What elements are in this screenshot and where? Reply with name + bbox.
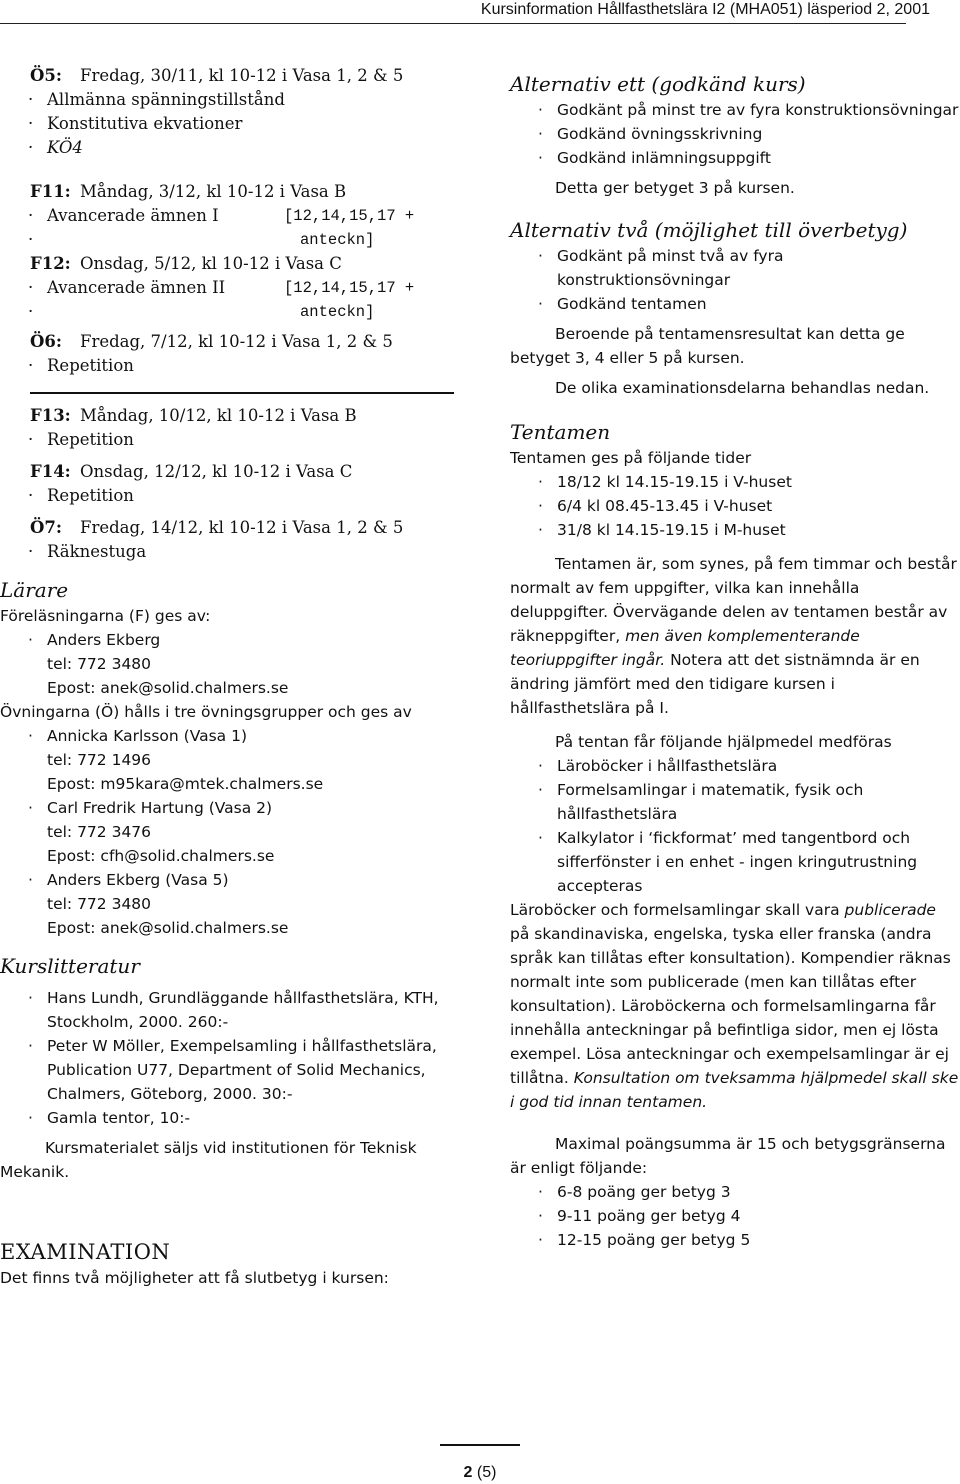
topic-item: · Repetition xyxy=(0,428,470,452)
literature-item: · Hans Lundh, Grundläggande hållfasthetslära, KTH, Stockholm, 2000. 260:- xyxy=(0,986,470,1034)
lecture-code: F13: xyxy=(30,406,71,425)
aid-item: · Formelsamlingar i matematik, fysik och hållfasthetslära xyxy=(510,778,960,826)
lecturer-tel: tel: 772 3480 xyxy=(47,655,152,673)
lecture-time: Onsdag, 5/12, kl 10-12 i Vasa C xyxy=(80,254,342,273)
topic-ref-cont xyxy=(0,228,470,252)
lecture-code: F12: xyxy=(30,254,71,273)
assistant-email: Epost: m95kara@mtek.chalmers.se xyxy=(47,775,324,793)
alt2-note: Beroende på tentamensresultat kan detta ge betyget 3, 4 eller 5 på kursen. xyxy=(510,325,905,367)
tentamen-description xyxy=(510,552,960,720)
page-number xyxy=(440,1444,520,1482)
lecture-o5 xyxy=(0,64,470,88)
grades-intro: Maximal poängsumma är 15 och betygsgränserna är enligt följande: xyxy=(510,1135,946,1177)
lecture-time: Måndag, 3/12, kl 10-12 i Vasa B xyxy=(80,182,347,201)
alt1-item: · Godkänt på minst tre av fyra konstruktionsövningar xyxy=(510,98,960,122)
text-span-italic: men även komplementerande teoriuppgifter ingår. xyxy=(510,627,860,669)
aid-item: · Läroböcker i hållfasthetslära xyxy=(510,754,960,778)
topic-item: · Konstitutiva ekvationer xyxy=(0,112,470,136)
lectures-intro: Föreläsningarna (F) ges av: xyxy=(0,607,211,625)
lecture-o6 xyxy=(0,330,470,354)
text-span: Notera att det sistnämnda är en ändring jämfört med den tidigare kursen i hållfasthetslära på I. xyxy=(510,651,920,717)
alt2-item: · Godkänd tentamen xyxy=(510,292,960,316)
lecture-code: Ö5: xyxy=(30,66,62,85)
lecture-time: Fredag, 30/11, kl 10-12 i Vasa 1, 2 & 5 xyxy=(80,66,404,85)
topic-item: · Räknestuga xyxy=(0,540,470,564)
section-divider xyxy=(30,392,454,394)
alt1-item: · Godkänd övningsskrivning xyxy=(510,122,960,146)
literature-title: Kurslitteratur xyxy=(0,954,140,978)
lecture-time: Fredag, 14/12, kl 10-12 i Vasa 1, 2 & 5 xyxy=(80,518,404,537)
examination-intro: Det finns två möjligheter att få slutbetyg i kursen: xyxy=(0,1269,389,1287)
topic-item: · Repetition xyxy=(0,354,470,378)
grade-item: · 9-11 poäng ger betyg 4 xyxy=(510,1204,960,1228)
topic-item: · Repetition xyxy=(0,484,470,508)
topic-item xyxy=(0,276,470,300)
text-span-italic: publicerade xyxy=(844,901,936,919)
assistant-tel: tel: 772 3476 xyxy=(47,823,152,841)
assistant-email: Epost: cfh@solid.chalmers.se xyxy=(47,847,275,865)
lecture-code: F11: xyxy=(30,182,71,201)
exam-date: · 31/8 kl 14.15-19.15 i M-huset xyxy=(510,518,960,542)
grade-item: · 12-15 poäng ger betyg 5 xyxy=(510,1228,960,1252)
topic-item xyxy=(0,204,470,228)
lecture-f12 xyxy=(0,252,470,276)
topic-item: · Allmänna spänningstillstånd xyxy=(0,88,470,112)
exercises-intro: Övningarna (Ö) hålls i tre övningsgrupper och ges av xyxy=(0,703,412,721)
tentamen-title: Tentamen xyxy=(510,420,611,444)
lecture-f14 xyxy=(0,460,470,484)
right-column xyxy=(510,70,960,1252)
lecture-code: Ö7: xyxy=(30,518,62,537)
grade-item: · 6-8 poäng ger betyg 3 xyxy=(510,1180,960,1204)
topic-item: · KÖ4 xyxy=(0,136,470,160)
assistant-name: · Annicka Karlsson (Vasa 1) xyxy=(0,724,470,748)
assistant-name: · Anders Ekberg (Vasa 5) xyxy=(0,868,470,892)
text-span: Läroböcker och formelsamlingar skall vara xyxy=(510,901,845,919)
page-current: 2 xyxy=(463,1464,473,1481)
lecture-f13 xyxy=(0,404,470,428)
alt2-title: Alternativ två (möjlighet till överbetyg) xyxy=(510,218,908,242)
header-title: Kursinformation Hållfasthetslära I2 (MHA051) läsperiod 2, 2001 xyxy=(480,1,930,18)
literature-item: · Gamla tentor, 10:- xyxy=(0,1106,470,1130)
left-column xyxy=(0,64,470,1290)
literature-item: · Peter W Möller, Exempelsamling i hållfasthetslära, Publication U77, Department of Solid Mechanics, Chalmers, Göteborg, 2000. 30:- xyxy=(0,1034,470,1106)
text-span-italic: Konsultation om tveksamma hjälpmedel skall ske i god tid innan tentamen. xyxy=(510,1069,959,1111)
teachers-list xyxy=(0,604,470,940)
lecture-f11 xyxy=(0,180,470,204)
text-span: på skandinaviska, engelska, tyska eller franska (andra språk kan tillåtas efter konsultation). Kompendier räknas normalt inte som publicerade (men kan tillåtas efter konsultation). Läroböckerna och formelsamlingarna får innehålla anteckningar på befintliga sidor, men ej lösta exempel. Lösa anteckningar och exempelsamlingar är ej tillåtna. xyxy=(510,925,951,1087)
topic-label: · Avancerade ämnen II xyxy=(47,278,226,297)
topic-reference: · anteckn] xyxy=(300,231,375,249)
lecture-time: Fredag, 7/12, kl 10-12 i Vasa 1, 2 & 5 xyxy=(80,332,393,351)
assistant-name: · Carl Fredrik Hartung (Vasa 2) xyxy=(0,796,470,820)
tentamen-intro: Tentamen ges på följande tider xyxy=(510,449,752,467)
header-rule xyxy=(0,23,906,24)
teachers-title: Lärare xyxy=(0,578,69,602)
aids-intro: På tentan får följande hjälpmedel medföras xyxy=(555,733,892,751)
alt1-title: Alternativ ett (godkänd kurs) xyxy=(510,72,806,96)
topic-reference: [12,14,15,17 + xyxy=(284,279,415,297)
lecturer-name: · Anders Ekberg xyxy=(0,628,470,652)
aids-rules xyxy=(510,898,960,1114)
assistant-tel: tel: 772 1496 xyxy=(47,751,152,769)
alt1-item: · Godkänd inlämningsuppgift xyxy=(510,146,960,170)
text-span: Tentamen är, som synes, på fem timmar och består normalt av fem uppgifter, vilka kan innehålla deluppgifter. Övervägande delen av tentamen består av räkneppgifter, xyxy=(510,555,957,645)
topic-reference: · anteckn] xyxy=(300,303,375,321)
assistant-tel: tel: 772 3480 xyxy=(47,895,152,913)
exam-date: · 18/12 kl 14.15-19.15 i V-huset xyxy=(510,470,960,494)
examination-title: EXAMINATION xyxy=(0,1240,171,1264)
aid-item: · Kalkylator i ‘fickformat’ med tangentbord och sifferfönster i en enhet - ingen kringutrustning accepteras xyxy=(510,826,960,898)
alt2-note2: De olika examinationsdelarna behandlas nedan. xyxy=(555,379,930,397)
alt1-note: Detta ger betyget 3 på kursen. xyxy=(555,179,795,197)
lecture-time: Onsdag, 12/12, kl 10-12 i Vasa C xyxy=(80,462,353,481)
lecturer-email: Epost: anek@solid.chalmers.se xyxy=(47,679,289,697)
page-header xyxy=(0,0,960,24)
topic-reference: [12,14,15,17 + xyxy=(284,207,415,225)
assistant-email: Epost: anek@solid.chalmers.se xyxy=(47,919,289,937)
lecture-o7 xyxy=(0,516,470,540)
exam-date: · 6/4 kl 08.45-13.45 i V-huset xyxy=(510,494,960,518)
literature-note: Kursmaterialet säljs vid institutionen för Teknisk Mekanik. xyxy=(0,1139,417,1181)
lecture-code: F14: xyxy=(30,462,71,481)
lecture-time: Måndag, 10/12, kl 10-12 i Vasa B xyxy=(80,406,357,425)
topic-label: · Avancerade ämnen I xyxy=(47,206,219,225)
literature-list xyxy=(0,986,470,1184)
alt2-item: · Godkänt på minst två av fyra konstruktionsövningar xyxy=(510,244,960,292)
page-total: (5) xyxy=(476,1464,497,1481)
topic-ref-cont xyxy=(0,300,470,324)
lecture-code: Ö6: xyxy=(30,332,62,351)
